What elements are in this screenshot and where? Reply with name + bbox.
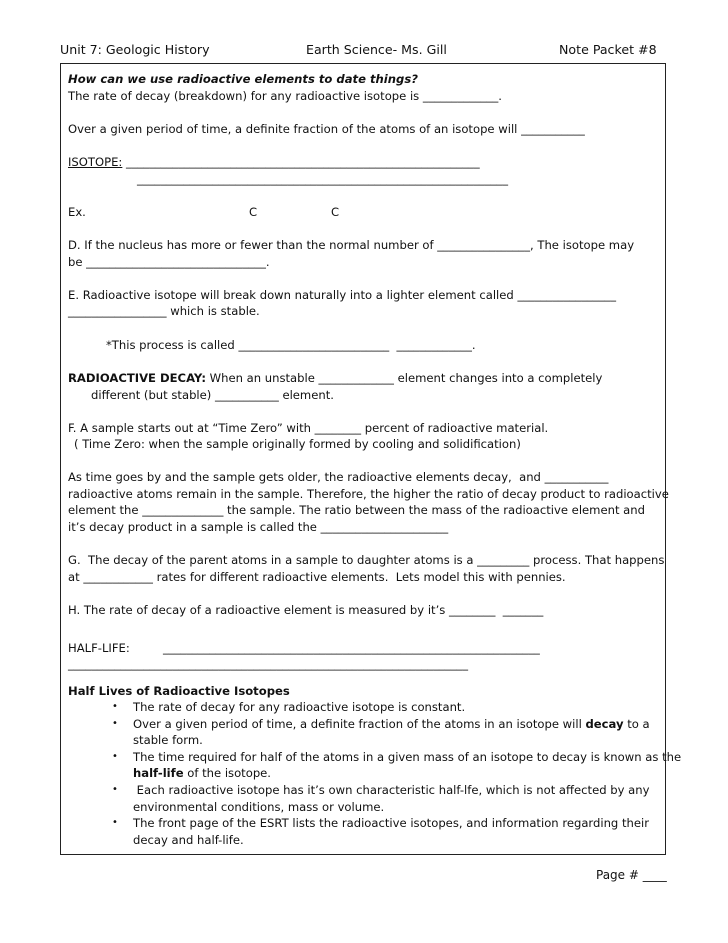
d-line-2: be _______________________________. — [68, 255, 270, 269]
decay-rate-line: The rate of decay (breakdown) for any radioactive isotope is _____________. — [68, 89, 502, 103]
example-carbon-2: C — [331, 205, 340, 219]
bullet-4-line-2: environmental conditions, mass or volume. — [133, 800, 385, 814]
isotope-blank-2: ________________________________________________________________ — [137, 172, 508, 186]
bullet-2-line-1 — [133, 717, 650, 731]
bullet-2-line-2: stable form. — [133, 733, 203, 747]
half-life-blank-2: _____________________________________________________________________ — [68, 657, 468, 671]
ratio-line-4: it’s decay product in a sample is called the ______________________ — [68, 520, 449, 534]
example-label: Ex. — [68, 205, 86, 219]
radioactive-decay-label: RADIOACTIVE DECAY: — [68, 371, 206, 385]
g-line-1: G. The decay of the parent atoms in a sample to daughter atoms is a _________ process. That happens — [68, 553, 665, 567]
bullet-5-dot: • — [112, 817, 118, 828]
bullet-2-tail: to a — [623, 717, 650, 731]
question-heading: How can we use radioactive elements to date things? — [68, 72, 418, 86]
bullet-1-dot: • — [112, 701, 118, 712]
unit-title: Unit 7: Geologic History — [60, 42, 210, 57]
bullet-3-bold: half-life — [133, 766, 184, 780]
half-lives-title: Half Lives of Radioactive Isotopes — [68, 684, 290, 698]
isotope-line — [68, 155, 480, 169]
fraction-line: Over a given period of time, a definite fraction of the atoms of an isotope will ___________ — [68, 122, 585, 136]
f-line-1: F. A sample starts out at “Time Zero” with ________ percent of radioactive material. — [68, 421, 549, 435]
bullet-2-text: Over a given period of time, a definite fraction of the atoms in an isotope will — [133, 717, 586, 731]
radioactive-decay-text: When an unstable _____________ element changes into a completely — [205, 371, 603, 385]
bullet-2-dot: • — [112, 718, 118, 729]
radioactive-decay-line — [68, 371, 602, 385]
radioactive-decay-line-2: different (but stable) ___________ element. — [91, 388, 334, 402]
bullet-3-line-1: The time required for half of the atoms in a given mass of an isotope to decay is known as the — [133, 750, 682, 764]
bullet-5-line-1: The front page of the ESRT lists the radioactive isotopes, and information regarding their — [133, 816, 649, 830]
d-line-1: D. If the nucleus has more or fewer than the normal number of ________________, The isotope may — [68, 238, 635, 252]
page-header — [60, 42, 666, 60]
half-life-label: HALF-LIFE: — [68, 641, 130, 655]
isotope-label: ISOTOPE: — [68, 155, 123, 169]
f-line-2: ( Time Zero: when the sample originally formed by cooling and solidification) — [74, 437, 521, 451]
bullet-4-dot: • — [112, 784, 118, 795]
bullet-2-bold: decay — [585, 717, 624, 731]
course-title: Earth Science- Ms. Gill — [306, 42, 447, 57]
h-line: H. The rate of decay of a radioactive element is measured by it’s ________ _______ — [68, 603, 544, 617]
g-line-2: at ____________ rates for different radioactive elements. Lets model this with pennies. — [68, 570, 566, 584]
half-life-blank-1: _________________________________________________________________ — [163, 641, 540, 655]
example-carbon-1: C — [249, 205, 258, 219]
process-line: *This process is called __________________________ _____________. — [106, 338, 476, 352]
bullet-3-tail: of the isotope. — [183, 766, 271, 780]
e-line-1: E. Radioactive isotope will break down naturally into a lighter element called _________________ — [68, 288, 616, 302]
isotope-blank: _____________________________________________________________ — [122, 155, 480, 169]
bullet-4-line-1: Each radioactive isotope has it’s own characteristic half-lfe, which is not affected by any — [133, 783, 650, 797]
e-line-2: _________________ which is stable. — [68, 304, 260, 318]
packet-title: Note Packet #8 — [559, 42, 657, 57]
ratio-line-1: As time goes by and the sample gets older, the radioactive elements decay, and ___________ — [68, 470, 609, 484]
bullet-3-dot: • — [112, 751, 118, 762]
ratio-line-3: element the ______________ the sample. The ratio between the mass of the radioactive element and — [68, 503, 645, 517]
bullet-1: The rate of decay for any radioactive isotope is constant. — [133, 700, 466, 714]
page-number: Page # ____ — [596, 868, 667, 882]
ratio-line-2: radioactive atoms remain in the sample. Therefore, the higher the ratio of decay product to radioactive — [68, 487, 669, 501]
bullet-5-line-2: decay and half-life. — [133, 833, 244, 847]
bullet-3-line-2 — [133, 766, 271, 780]
